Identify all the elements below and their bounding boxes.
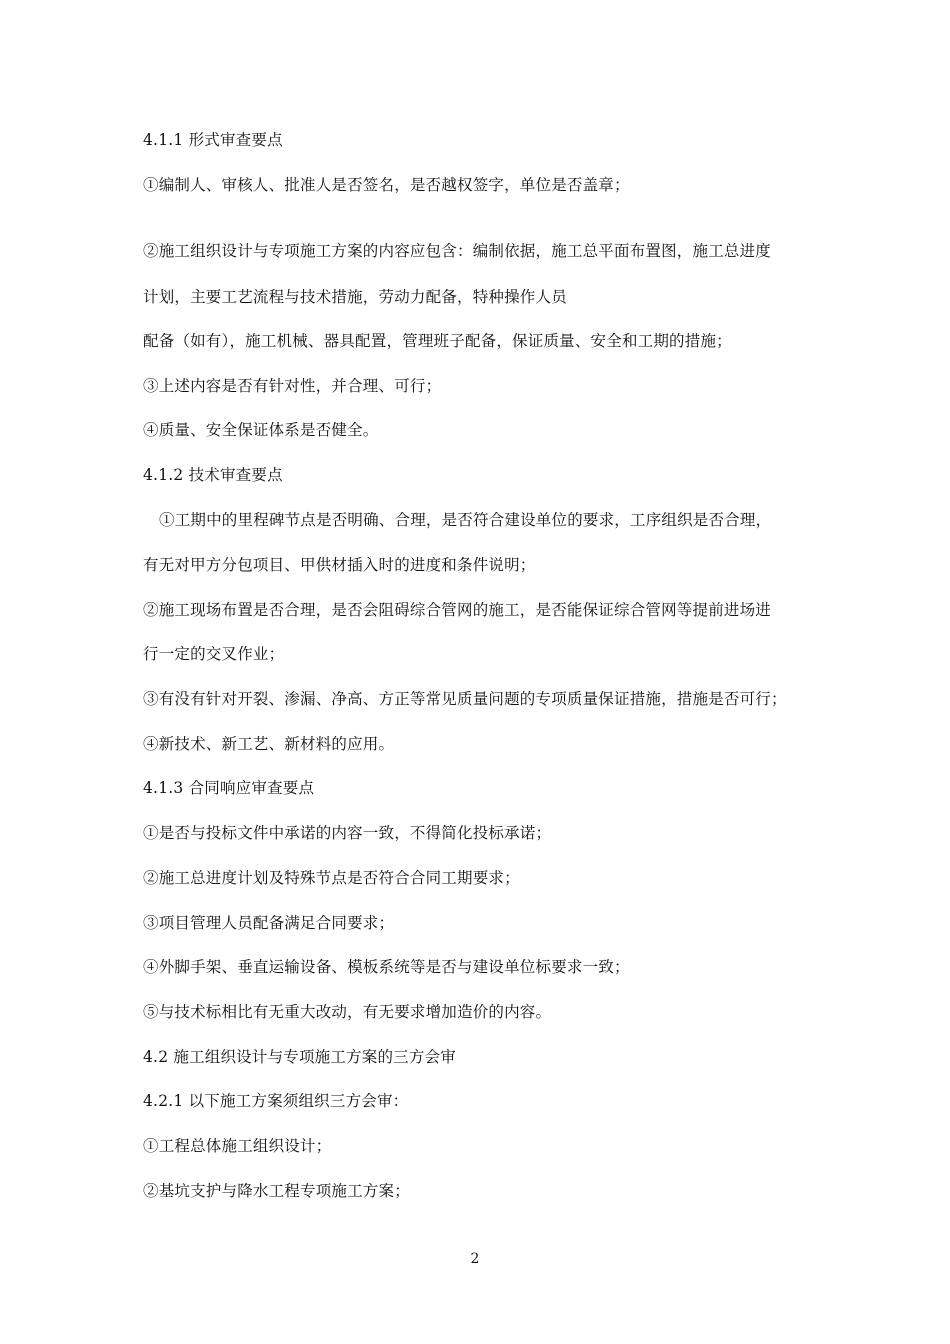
heading-4-2: 4.2 施工组织设计与专项施工方案的三方会审	[143, 1048, 456, 1066]
paragraph-line: ①编制人、审核人、批准人是否签名，是否越权签字，单位是否盖章；	[143, 176, 630, 194]
paragraph-line: ④新技术、新工艺、新材料的应用。	[143, 735, 395, 753]
paragraph-line: 配备（如有），施工机械、器具配置，管理班子配备，保证质量、安全和工期的措施；	[143, 332, 732, 350]
paragraph-line: ①是否与投标文件中承诺的内容一致，不得简化投标承诺；	[143, 824, 552, 842]
paragraph-line: ②施工总进度计划及特殊节点是否符合合同工期要求；	[143, 869, 520, 887]
paragraph-line: ⑤与技术标相比有无重大改动，有无要求增加造价的内容。	[143, 1003, 552, 1021]
paragraph-line: ③项目管理人员配备满足合同要求；	[143, 914, 395, 932]
heading-4-2-1: 4.2.1 以下施工方案须组织三方会审：	[143, 1092, 409, 1110]
paragraph-line: 计划，主要工艺流程与技术措施，劳动力配备，特种操作人员	[143, 288, 567, 306]
paragraph-line: ④外脚手架、垂直运输设备、模板系统等是否与建设单位标要求一致；	[143, 958, 630, 976]
paragraph-line: ④质量、安全保证体系是否健全。	[143, 421, 379, 439]
paragraph-line: ③上述内容是否有针对性，并合理、可行；	[143, 377, 442, 395]
paragraph-line: ②基坑支护与降水工程专项施工方案；	[143, 1182, 410, 1200]
paragraph-line: ①工程总体施工组织设计；	[143, 1137, 332, 1155]
heading-4-1-1: 4.1.1 形式审查要点	[143, 131, 283, 149]
heading-4-1-2: 4.1.2 技术审查要点	[143, 466, 283, 484]
page-number: 2	[470, 1251, 480, 1267]
paragraph-line: 有无对甲方分包项目、甲供材插入时的进度和条件说明；	[143, 556, 536, 574]
paragraph-line: ②施工组织设计与专项施工方案的内容应包含：编制依据，施工总平面布置图，施工总进度	[143, 242, 772, 260]
heading-4-1-3: 4.1.3 合同响应审查要点	[143, 779, 315, 797]
paragraph-line: ③有没有针对开裂、渗漏、净高、方正等常见质量问题的专项质量保证措施，措施是否可行；	[143, 690, 787, 708]
paragraph-line: ①工期中的里程碑节点是否明确、合理，是否符合建设单位的要求，工序组织是否合理，	[159, 511, 772, 529]
paragraph-line: 行一定的交叉作业；	[143, 645, 285, 663]
paragraph-line: ②施工现场布置是否合理，是否会阻碍综合管网的施工，是否能保证综合管网等提前进场进	[143, 601, 772, 619]
